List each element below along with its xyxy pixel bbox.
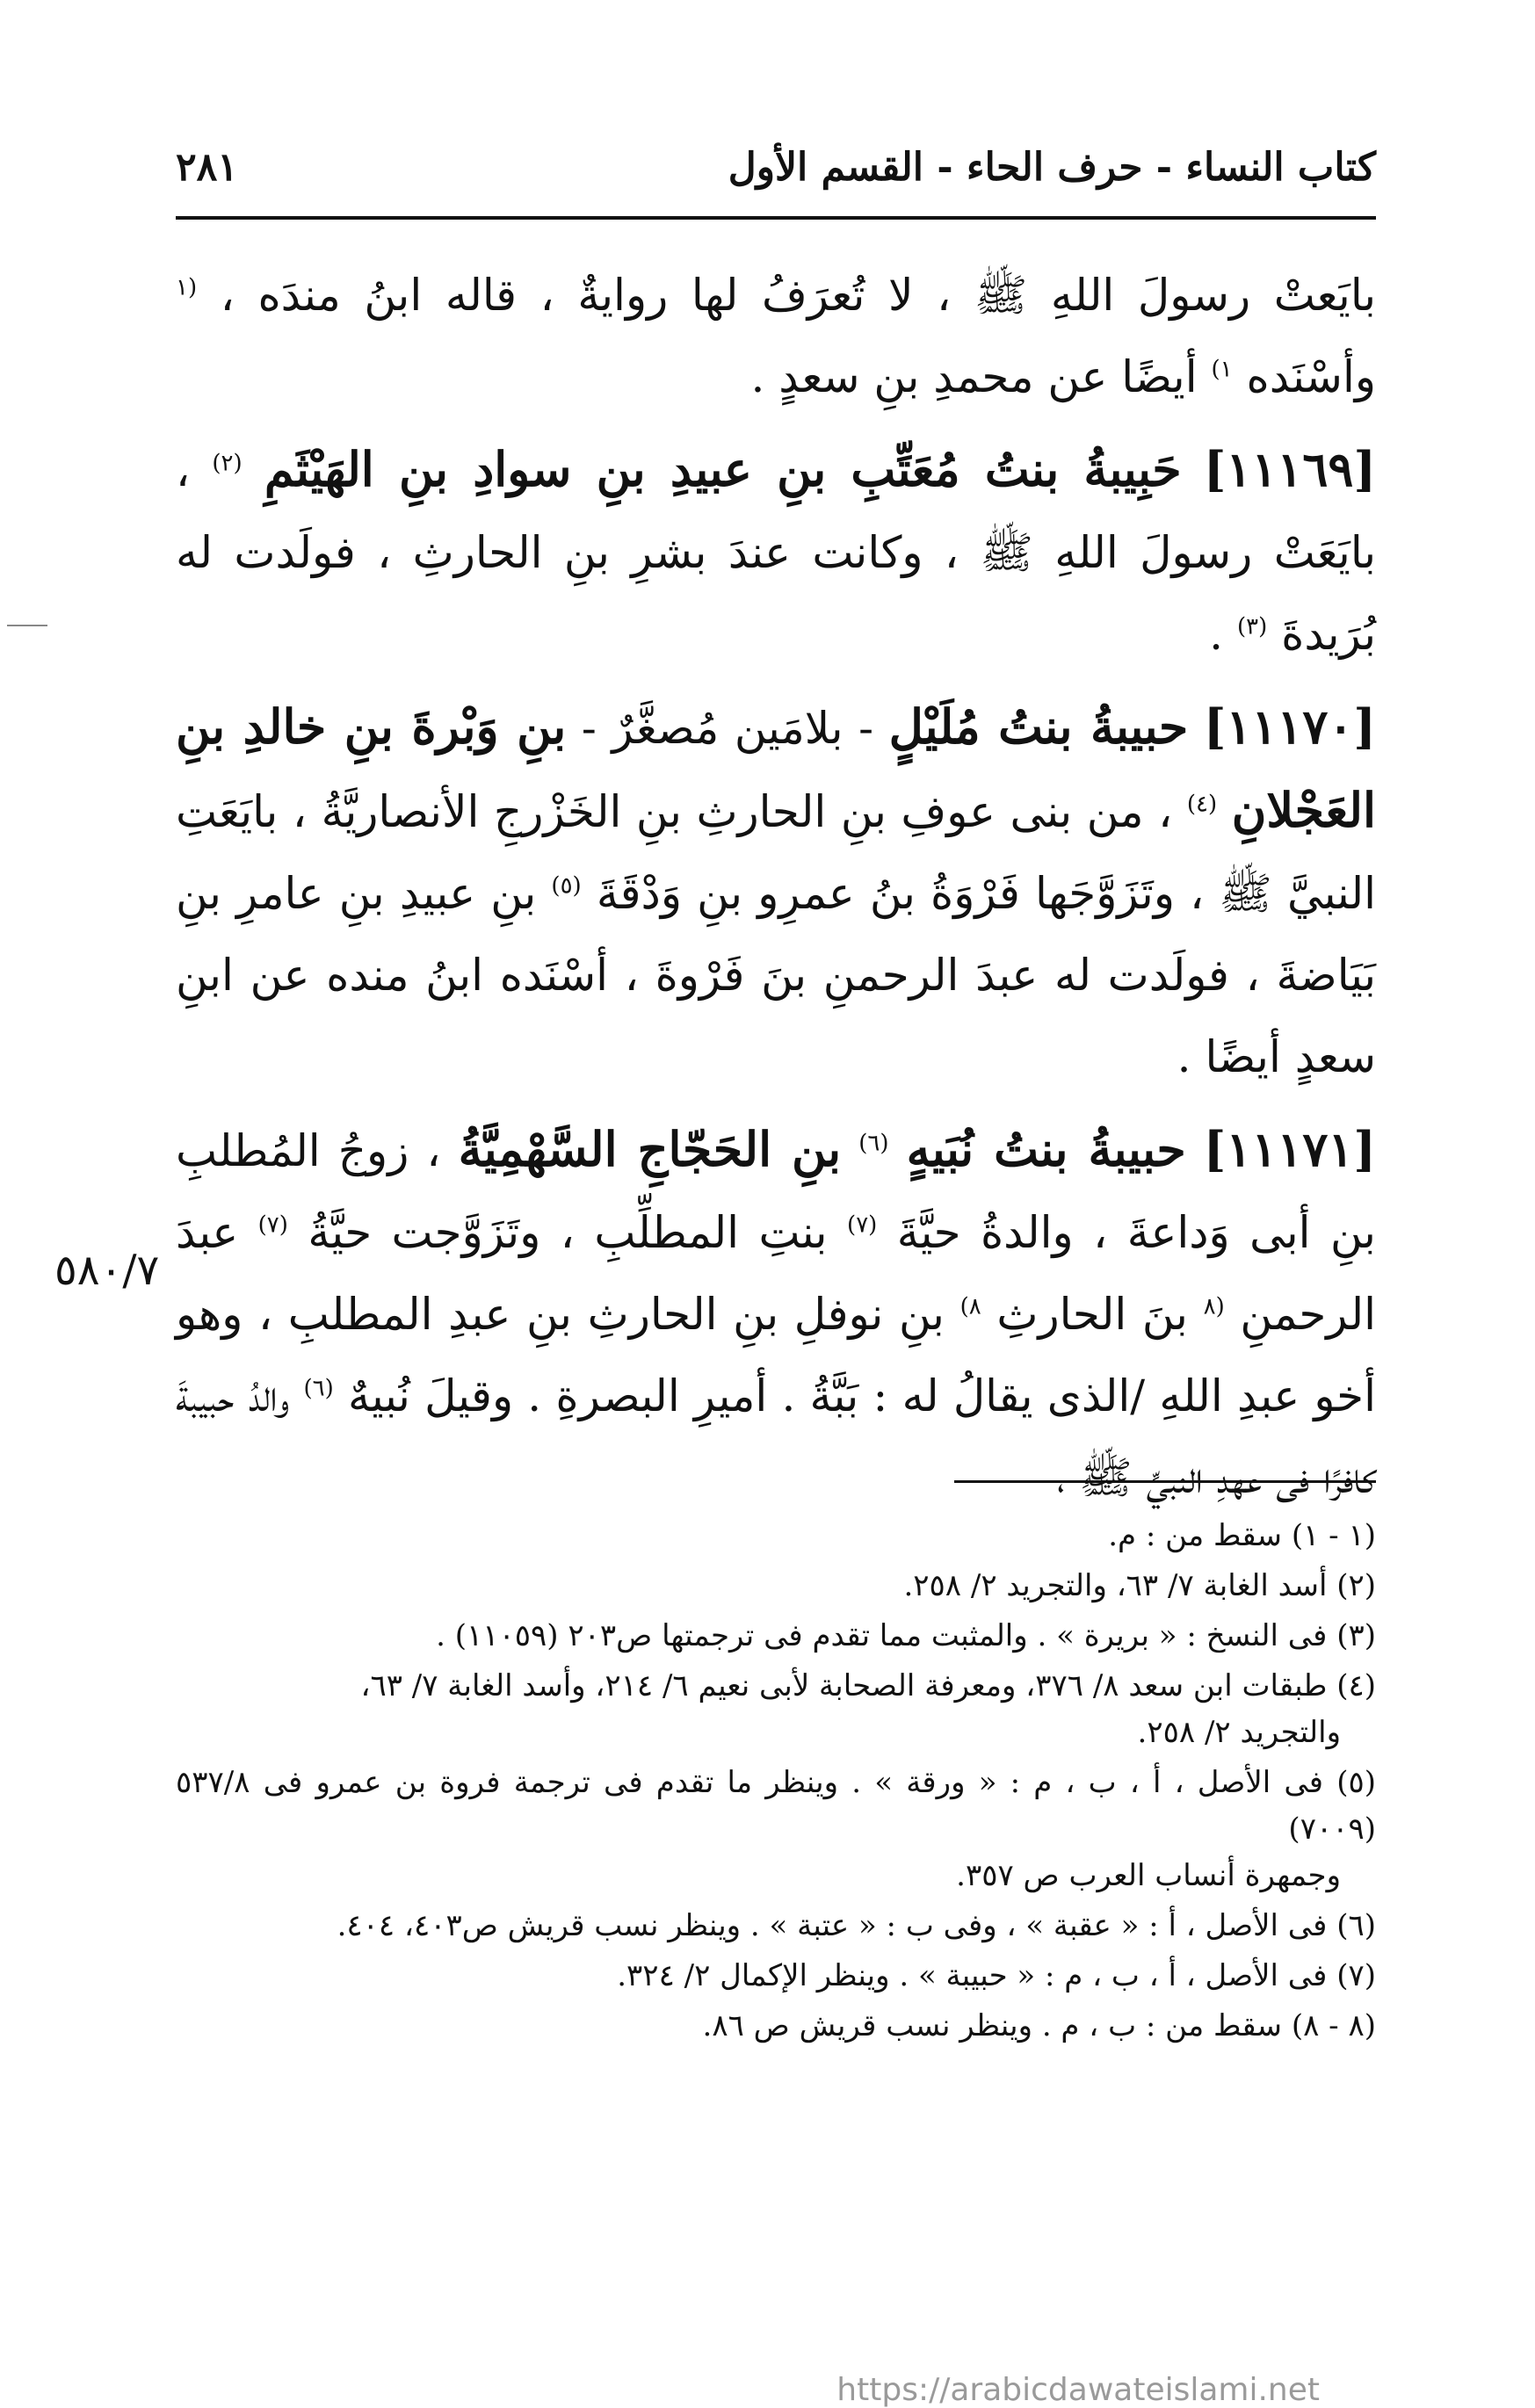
entry-11171 [176, 1109, 1376, 1519]
text-run: بايَعتْ رسولَ اللهِ ﷺ ، لا تُعرَفُ لها روايةٌ ، قاله ابنُ مندَه ، [220, 270, 1376, 321]
footnote-divider [954, 1480, 1376, 1483]
text-run: عبدَ الرحمنِ [176, 1207, 1376, 1340]
text-run: ، زوجُ المُطلبِ بنِ أبى وَداعةَ ، والدةُ حيَّةَ [176, 1125, 1376, 1258]
footnote-ref: ٨) [959, 1293, 981, 1320]
footnote-ref: (٣) [1236, 613, 1268, 640]
entry-11169 [176, 429, 1376, 676]
footnote [176, 1563, 1376, 1609]
margin-mark [7, 625, 47, 626]
text-run: والدُ حبيبةَ كافرًا فى عهدِ النبيِّ ﷺ ، [176, 1370, 1376, 1503]
footnote-ref: (١ [176, 274, 198, 301]
running-title: كتاب النساء - حرف الحاء - القسم الأول [728, 144, 1376, 190]
footnote [176, 1760, 1376, 1899]
text-run: بنَ الحارثِ [996, 1289, 1188, 1340]
margin-volume-reference: ٥٨٠/٧ [54, 1246, 160, 1295]
footnote-ref: (٧) [847, 1211, 878, 1239]
footnote-ref: (٥) [551, 872, 582, 900]
footnote [176, 1953, 1376, 1999]
footnote-line: (٦) فى الأصل ، أ : « عقبة » ، وفى ب : « عتبة » . وينظر نسب قريش ص٤٠٣، ٤٠٤. [337, 1908, 1376, 1943]
footnote-ref: (٦) [303, 1375, 334, 1402]
text-run: عن محمدِ بنِ سعدٍ . [750, 351, 1108, 402]
footnote-line: (١ - ١) سقط من : م. [1108, 1518, 1376, 1553]
footnote-line: (٨ - ٨) سقط من : ب ، م . وينظر نسب قريش ص ٨٦. [702, 2008, 1376, 2043]
footnote-line: (٢) أسد الغابة ٧/ ٦٣، والتجريد ٢/ ٢٥٨. [903, 1568, 1376, 1603]
text-run: بنِ عبيدِ بنِ عامرِ بنِ بَيَاضةَ ، فولَدت له عبدَ الرحمنِ بنَ فَرْوةَ ، أسْنَده ابنُ منده عن ابنِ سعدٍ أيضًا . [176, 868, 1376, 1082]
footnote-ref: (٢) [212, 450, 243, 477]
text-run: - بلامَين مُصغَّرٌ - [581, 703, 874, 754]
paragraph-continuation [176, 255, 1376, 418]
header-divider [176, 216, 1376, 220]
footnote-line: (٤) طبقات ابن سعد ٨/ ٣٧٦، ومعرفة الصحابة لأبى نعيم ٦/ ٢١٤، وأسد الغابة ٧/ ٦٣، [360, 1668, 1376, 1703]
footnote-line: (٥) فى الأصل ، أ ، ب ، م : « ورقة » . وينظر ما تقدم فى ترجمة فروة بن عمرو فى ٥٣٧/٨ (٧٠٠٩) [176, 1765, 1376, 1847]
text-run: ، من بنى عوفِ بنِ الحارثِ بنِ الخَزْرجِ الأنصاريَّةُ ، بايَعَتِ النبيَّ ﷺ ، وتَزَوَّجَها فَرْوَةُ بنُ عمرِو بنِ وَدْقَةَ [176, 786, 1376, 919]
page-header [176, 132, 1376, 202]
entry-name: حَبِيبةُ بنتُ مُعَتِّبِ بنِ عبيدِ بنِ سوادِ بنِ الهَيْثَمِ [264, 441, 1182, 497]
entry-number: [١١١٦٩] [1203, 441, 1376, 497]
footnote-ref: (٦) [858, 1130, 889, 1157]
footnote [176, 1903, 1376, 1949]
footnote-ref: (٨ [1203, 1293, 1225, 1320]
footnote-ref: ١) [1211, 356, 1233, 383]
footnotes [176, 1513, 1376, 2053]
footnote-line: والتجريد ٢/ ٢٥٨. [1137, 1715, 1341, 1750]
entry-number: [١١١٧١] [1203, 1121, 1376, 1177]
footnote [176, 2003, 1376, 2050]
entry-name: حبيبةُ بنتُ مُلَيْلٍ [888, 698, 1189, 755]
main-text [176, 255, 1376, 1529]
entry-number: [١١١٧٠] [1203, 698, 1376, 755]
footnote-line: (٣) فى النسخ : « بريرة » . والمثبت مما تقدم فى ترجمتها ص٢٠٣ (١١٠٥٩) . [436, 1618, 1376, 1653]
watermark-url: https://arabicdawateislami.net [836, 2372, 1320, 2408]
footnote [176, 1663, 1376, 1756]
text-run: . [1209, 609, 1224, 660]
entry-name: بنِ الحَجّاجِ السَّهْمِيَّةُ [458, 1121, 842, 1177]
footnote-ref: (٧) [257, 1211, 288, 1239]
footnote [176, 1513, 1376, 1559]
footnote-line: (٧) فى الأصل ، أ ، ب ، م : « حبيبة » . وينظر الإكمال ٢/ ٣٢٤. [617, 1958, 1376, 1993]
text-run: بنتِ المطلِّبِ ، وتَزَوَّجت حيَّةُ [308, 1207, 828, 1258]
footnote-line: وجمهرة أنساب العرب ص ٣٥٧. [956, 1858, 1341, 1893]
text-run: ، بايَعَتْ رسولَ اللهِ ﷺ ، وكانت عندَ بشرِ بنِ الحارثِ ، فولَدت له بُرَيدةَ [176, 445, 1376, 660]
entry-11170 [176, 686, 1376, 1098]
entry-name: بنِ وَبْرةَ بنِ خالدِ بنِ العَجْلانِ [176, 698, 1376, 838]
footnote-ref: (٤) [1186, 791, 1218, 818]
entry-name: حبيبةُ بنتُ نُبَيهٍ [906, 1121, 1186, 1177]
footnote [176, 1613, 1376, 1660]
page-number: ٢٨١ [176, 144, 238, 190]
text-run: بنِ نوفلِ بنِ الحارثِ بنِ عبدِ المطلبِ ، وهو أخو عبدِ اللهِ /الذى يقالُ له : بَبَّةُ . أميرِ البصرةِ . وقيلَ نُبيهٌ [176, 1289, 1376, 1421]
text-run: وأسْنَده [1246, 351, 1376, 402]
text-run: أيضًا [1121, 351, 1198, 402]
